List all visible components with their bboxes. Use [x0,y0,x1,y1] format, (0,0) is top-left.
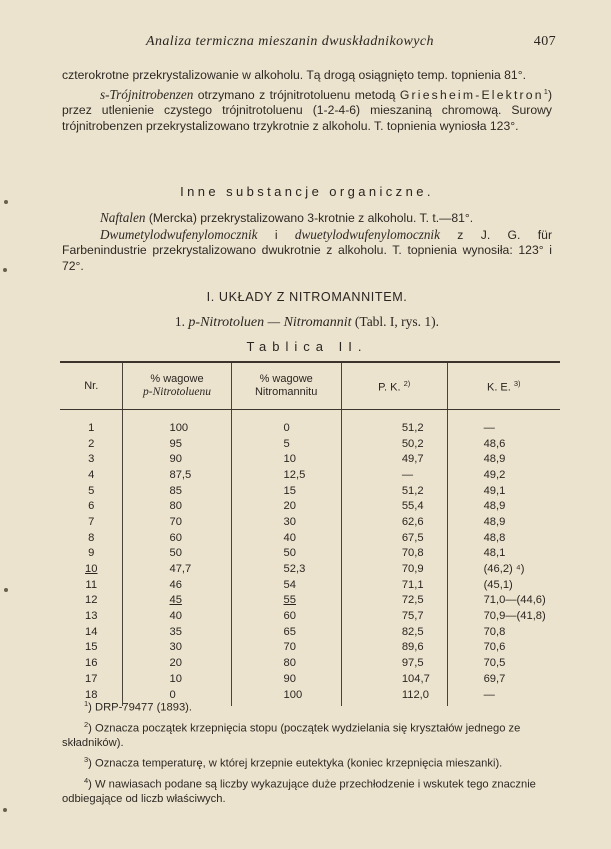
data-table [60,361,560,706]
table-row: 10 47,7 52,3 70,9 (46,2) ⁴) [60,561,560,577]
compound-name: Dwumetylodwufenylomocznik [100,226,258,242]
compound-name: Naftalen [100,210,146,225]
running-title: Analiza termiczna mieszanin dwuskładnikowych [146,34,434,49]
paper-speck [4,588,8,592]
paper-speck [4,200,8,204]
table-row: 2 95 5 50,2 48,6 [60,436,560,452]
table-header-row [60,362,560,410]
footnotes [62,697,557,809]
table-caption: Tablica II. [246,339,368,354]
paper-speck [3,268,7,272]
table-row: 8 60 40 67,5 48,8 [60,530,560,546]
method-name: Griesheim-Elektron [399,87,544,102]
paper-speck [3,808,7,812]
page-number: 407 [533,34,556,49]
header-pk: P. K. $^{2)}$ [341,362,447,410]
section-heading: Inne substancje organiczne. [180,184,434,199]
organic-substances-text [62,210,552,274]
table-row: 7 70 30 62,6 48,9 [60,514,560,530]
paragraph-continuation: czterokrotne przekrystalizowanie w alkoholu. Tą drogą osiągnięto temp. topnienia 81°. [62,68,526,82]
table-row: 12 45 55 72,5 71,0—(44,6) [60,593,560,609]
footnote-1: $^1$) DRP-79477 (1893). [84,699,193,714]
compound-name: s-Trójnitrobenzen [100,86,194,102]
table-row: 16 20 80 97,5 70,5 [60,655,560,671]
table-row: 17 10 90 104,7 69,7 [60,671,560,687]
system-name: p-Nitrotoluen — Nitromannit [188,315,352,330]
table-row: 11 46 54 71,1 (45,1) [60,577,560,593]
paragraph-ureas: Dwumetylodwufenylomocznik i dwuetylodwufenylomocznik z J. G. für Farbenindustrie przekrystalizowano dwukrotnie z alkoholu. T. topnienia wynosiła: 123° i 72°. [62,226,552,273]
footnote-4: $^4$) W nawiasach podane są liczby wykazujące duże przechłodzenie i wskutek tego znacznie odbiegające od liczb właściwych. [62,776,536,805]
footnote-ref: 1 [543,86,548,96]
table-row: 1 100 0 51,2 — [60,410,560,436]
table-row: 5 85 15 51,2 49,1 [60,483,560,499]
table-ref: (Tabl. I, rys. 1). [354,314,440,329]
table-row: 14 35 65 82,5 70,8 [60,624,560,640]
intro-text [62,68,552,134]
footnote-3: $^3$) Oznacza temperaturę, w której krzepnie eutektyka (koniec krzepnięcia mieszanki). [84,755,503,770]
chapter-heading: I. UKŁADY Z NITROMANNITEM. [206,290,408,304]
table-row: 6 80 20 55,4 48,9 [60,498,560,514]
table-row: 3 90 10 49,7 48,9 [60,451,560,467]
paragraph-naphthalene: Naftalen (Mercka) przekrystalizowano 3-krotnie z alkoholu. T. t.—81°. [100,210,474,225]
header-nitrotoluene: % wagowe p-Nitrotoluenu [123,362,231,410]
table-row: 15 30 70 89,6 70,6 [60,640,560,656]
header-nitromannite: % wagowe Nitromannitu [231,362,341,410]
header-nr: Nr. [60,362,123,410]
system-subheading: 1. p-Nitrotoluen — Nitromannit (Tabl. I, rys. 1). [174,314,440,330]
table-row: 9 50 50 70,8 48,1 [60,546,560,562]
compound-name: dwuetylodwufenylomocznik [294,226,440,242]
table-row: 18 0 100 112,0 — [60,687,560,707]
footnote-2: $^2$) Oznacza początek krzepnięcia stopu (początek wydzielania się kryształów jednego ze składników). [62,719,521,749]
header-ke: K. E. $^{3)}$ [447,362,560,410]
paragraph-trinitrobenzene: s-Trójnitrobenzen otrzymano z trójnitrotoluenu metodą Griesheim-Elektron$^1$) przez utlenienie czystego trójnitrotoluenu (1-2-4-6) mieszaniną chromową. Surowy trójnitrobenzen przekrystalizowano trzykrotnie z alkoholu. T. topnienia wyniosła 123°. [62,86,552,133]
table-row: 13 40 60 75,7 70,9—(41,8) [60,608,560,624]
table-row: 4 87,5 12,5 — 49,2 [60,467,560,483]
